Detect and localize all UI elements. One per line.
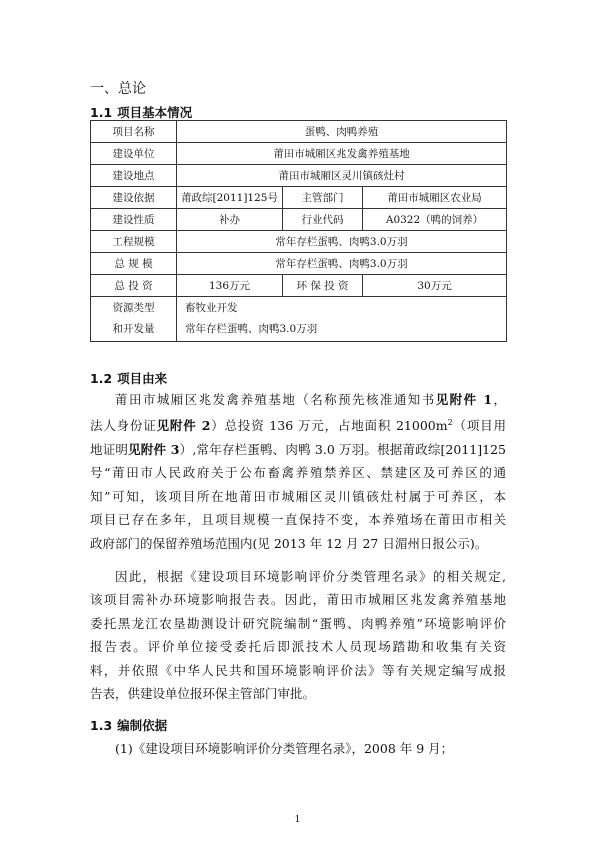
text-line: 知”可知，该项目所在地莆田市城厢区灵川镇硋灶村属于可养区，本 <box>90 488 506 504</box>
section-number: 1.2 <box>90 371 113 386</box>
text-line <box>90 411 506 438</box>
row-label-line: 和开发量 <box>112 323 155 335</box>
text-run: ）,常年存栏蛋鸭、肉鸭 3.0 万羽。根据莆政综[2011]125 <box>179 441 506 457</box>
row-label: 行业代码 <box>283 209 363 231</box>
section-heading-1-1 <box>90 103 192 121</box>
paragraph-basis <box>90 565 506 705</box>
row-value: A0322（鸭的饲养） <box>363 209 507 231</box>
text-run: ）总投资 136 万元，占地面积 21000m <box>210 418 448 434</box>
text-line: 报告表。评价单位接受委托后即派技术人员现场踏勘和收集有关资 <box>90 639 506 655</box>
row-label: 建设依据 <box>91 187 177 209</box>
section-heading-1-2 <box>90 369 167 387</box>
text-line: 因此，根据《建设项目环境影响评价分类管理名录》的相关规定, <box>115 569 506 584</box>
row-value-line: 常年存栏蛋鸭、肉鸭3.0万羽 <box>185 323 318 335</box>
annex-reference: 见附件 1 <box>435 392 493 407</box>
row-value: 莆田市城厢区兆发禽养殖基地 <box>177 143 507 165</box>
annex-reference: 见附件 2 <box>156 418 211 434</box>
annex-reference: 见附件 3 <box>128 441 180 457</box>
row-label: 主管部门 <box>283 187 363 209</box>
paragraph-origin <box>90 388 506 555</box>
table-row <box>91 231 507 253</box>
table-row <box>91 275 507 297</box>
row-label: 总 规 模 <box>91 253 177 275</box>
text-line: 告表，供建设单位报环保主管部门审批。 <box>90 686 316 702</box>
chapter-heading: 一、总论 <box>90 81 146 97</box>
row-label-line: 资源类型 <box>112 302 155 314</box>
section-number: 1.3 <box>90 718 113 733</box>
row-value: 136万元 <box>177 275 283 297</box>
row-value <box>177 297 507 342</box>
section-title: 项目由来 <box>117 371 168 386</box>
section-title: 项目基本情况 <box>117 105 193 120</box>
row-label <box>91 297 177 342</box>
row-value: 莆田市城厢区灵川镇硋灶村 <box>177 165 507 187</box>
row-label: 建设性质 <box>91 209 177 231</box>
text-line: 政府部门的保留养殖场范围内(见 2013 年 12 月 27 日湄州日报公示)。 <box>90 535 488 551</box>
row-value: 补办 <box>177 209 283 231</box>
text-run: 法人身份证 <box>90 418 157 434</box>
row-label: 环 保 投 资 <box>283 275 363 297</box>
row-value-line: 畜牧业开发 <box>185 302 238 314</box>
row-label: 建设单位 <box>91 143 177 165</box>
row-label: 建设地点 <box>91 165 177 187</box>
text-line: 号“莆田市人民政府关于公布畜禽养殖禁养区、禁建区及可养区的通 <box>90 465 506 481</box>
text-line: (1)《建设项目环境影响评价分类管理名录》，2008 年 9 月； <box>115 741 454 756</box>
text-line: 料，并依照《中华人民共和国环境影响评价法》等有关规定编写成报 <box>90 662 506 678</box>
row-value: 莆政综[2011]125号 <box>177 187 283 209</box>
table-row <box>91 143 507 165</box>
row-value: 30万元 <box>363 275 507 297</box>
section-heading-1-3 <box>90 716 167 734</box>
text-run: 地证明 <box>90 441 129 457</box>
text-line: 委托黑龙江农垦勘测设计研究院编制“蛋鸭、肉鸭养殖”环境影响评价 <box>90 615 506 631</box>
table-row <box>91 165 507 187</box>
text-line <box>90 388 506 411</box>
table-row <box>91 209 507 231</box>
section-title: 编制依据 <box>117 718 168 733</box>
table-row <box>91 297 507 342</box>
text-run: 莆田市城厢区兆发禽养殖基地（名称预先核准通知书 <box>115 392 436 407</box>
row-label: 工程规模 <box>91 231 177 253</box>
row-label: 项目名称 <box>91 121 177 143</box>
row-value: 常年存栏蛋鸭、肉鸭3.0万羽 <box>177 231 507 253</box>
project-info-table <box>90 120 507 342</box>
row-value: 蛋鸭、肉鸭养殖 <box>177 121 507 143</box>
section-number: 1.1 <box>90 105 113 120</box>
row-value: 莆田市城厢区农业局 <box>363 187 507 209</box>
text-run: （项目用 <box>452 418 506 434</box>
paragraph-references <box>90 737 506 760</box>
page-number: 1 <box>294 815 301 825</box>
table-row <box>91 253 507 275</box>
text-run: ， <box>492 392 506 407</box>
table-row <box>91 121 507 143</box>
table-row <box>91 187 507 209</box>
text-line: 该项目需补办环境影响报告表。因此，莆田市城厢区兆发禽养殖基地 <box>90 592 506 608</box>
text-line <box>90 438 506 461</box>
row-value: 常年存栏蛋鸭、肉鸭3.0万羽 <box>177 253 507 275</box>
row-label: 总 投 资 <box>91 275 177 297</box>
superscript: 2 <box>447 418 453 428</box>
text-line: 项目已存在多年，且项目规模一直保持不变，本养殖场在莆田市相关 <box>90 512 506 528</box>
